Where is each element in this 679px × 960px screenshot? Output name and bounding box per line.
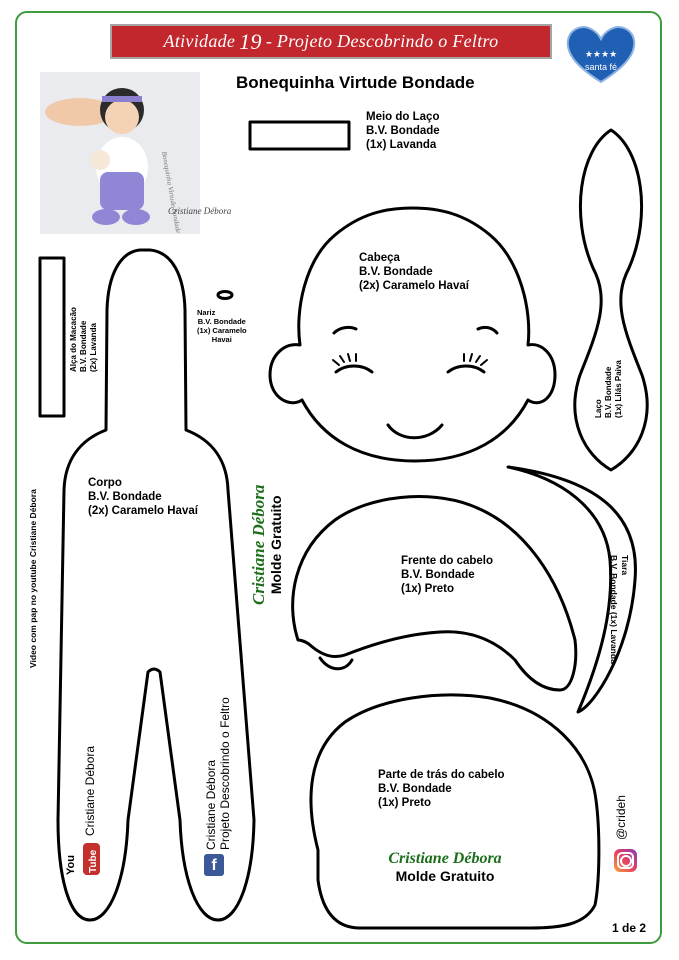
page-number: 1 de 2 [612, 921, 647, 935]
alca-label: Alça do Macacão B.V. Bondade (2x) Lavanda [69, 307, 98, 372]
eyebrow-left [334, 327, 356, 333]
instagram-label: @crideh [614, 795, 628, 840]
laco-shape [575, 130, 647, 470]
frente-cabelo-label: Frente do cabelo B.V. Bondade (1x) Preto [401, 555, 494, 595]
eyebrow-right [478, 327, 497, 333]
eye-right [448, 366, 484, 372]
logo-text: santa fé [584, 62, 618, 72]
page-title: Bonequinha Virtude Bondade [236, 73, 475, 92]
banner-suffix: - Projeto Descobrindo o Feltro [265, 31, 499, 51]
svg-text:You: You [65, 855, 77, 875]
frente-cabelo-curl [320, 658, 352, 669]
photo-signature: Cristiane Débora [168, 206, 232, 216]
nariz-label: Nariz B.V. Bondade (1x) Caramelo Havai [197, 308, 247, 344]
eye-left [336, 366, 372, 372]
alca-shape [40, 258, 64, 416]
cabeca-label: Cabeça B.V. Bondade (2x) Caramelo Havaí [359, 252, 469, 292]
cabeca-shape [270, 208, 555, 461]
tras-cabelo-label: Parte de trás do cabelo B.V. Bondade (1x) Preto [378, 769, 505, 809]
tras-cabelo-shape [311, 695, 599, 928]
svg-text:Tube: Tube [88, 849, 99, 873]
svg-text:Bonequinha Virtude Bondade: Bonequinha Virtude Bondade [160, 150, 183, 234]
vertical-credit: Cristiane Débora Molde Gratuito [249, 484, 284, 605]
meio-laco-shape [250, 122, 349, 149]
nariz-shape [218, 292, 232, 299]
footer-credit: Cristiane Débora Molde Gratuito [388, 850, 502, 884]
lashes-left [333, 354, 356, 365]
corpo-label: Corpo B.V. Bondade (2x) Caramelo Havaí [88, 477, 198, 517]
banner-number: 19 [239, 28, 262, 54]
lashes-right [464, 354, 487, 365]
instagram-icon[interactable] [614, 849, 637, 872]
smile [388, 425, 442, 438]
youtube-icon[interactable] [66, 843, 102, 880]
tiara-label: Tiara B.V. Bondade (1x) Lavanda [609, 555, 630, 664]
banner-prefix: Atividade [163, 31, 236, 51]
youtube-label: Cristiane Débora [83, 745, 97, 836]
facebook-label: Cristiane Débora Projeto Descobrindo o Feltro [204, 697, 232, 850]
laco-label: Laço B.V. Bondade (1x) Lilás Paiva [594, 360, 623, 418]
youtube-video-note: Video com pap no youtube Cristiane Débora [28, 489, 38, 668]
logo-stars: ★★★★ [584, 50, 618, 60]
meio-laco-label: Meio do Laço B.V. Bondade (1x) Lavanda [366, 111, 440, 151]
facebook-icon[interactable]: f [204, 854, 224, 876]
